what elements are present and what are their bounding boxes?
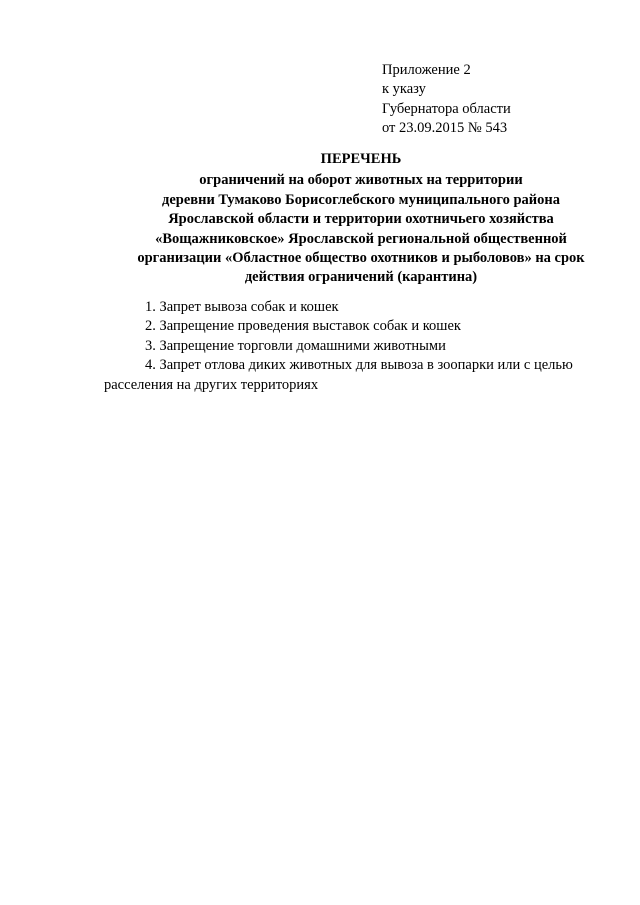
restrictions-list [104,298,624,395]
title-line: организации «Областное общество охотников и рыболовов» на срок [137,250,585,267]
list-item: 4. Запрет отлова диких животных для вывоза в зоопарки или с целью расселения на других территориях [104,357,573,393]
list-item: 1. Запрет вывоза собак и кошек [145,299,339,315]
appendix-line: к указу [382,81,426,98]
title-heading: ПЕРЕЧЕНЬ [320,151,402,167]
list-item: 2. Запрещение проведения выставок собак и кошек [145,318,461,335]
appendix-note [382,61,511,139]
title-line: деревни Тумаково Борисоглебского муниципального района [162,191,560,208]
title-line: «Вощажниковское» Ярославской региональной общественной [155,230,567,247]
appendix-line: Губернатора области [382,100,511,117]
appendix-line: от 23.09.2015 № 543 [382,120,508,137]
list-item: 3. Запрещение торговли домашними животными [145,337,446,354]
title-line: Ярославской области и территории охотничьего хозяйства [168,211,554,228]
title-line: ограничений на оборот животных на территории [199,172,523,189]
document-title [104,150,618,288]
appendix-line: Приложение 2 [382,62,471,78]
title-line: действия ограничений (карантина) [244,269,478,286]
